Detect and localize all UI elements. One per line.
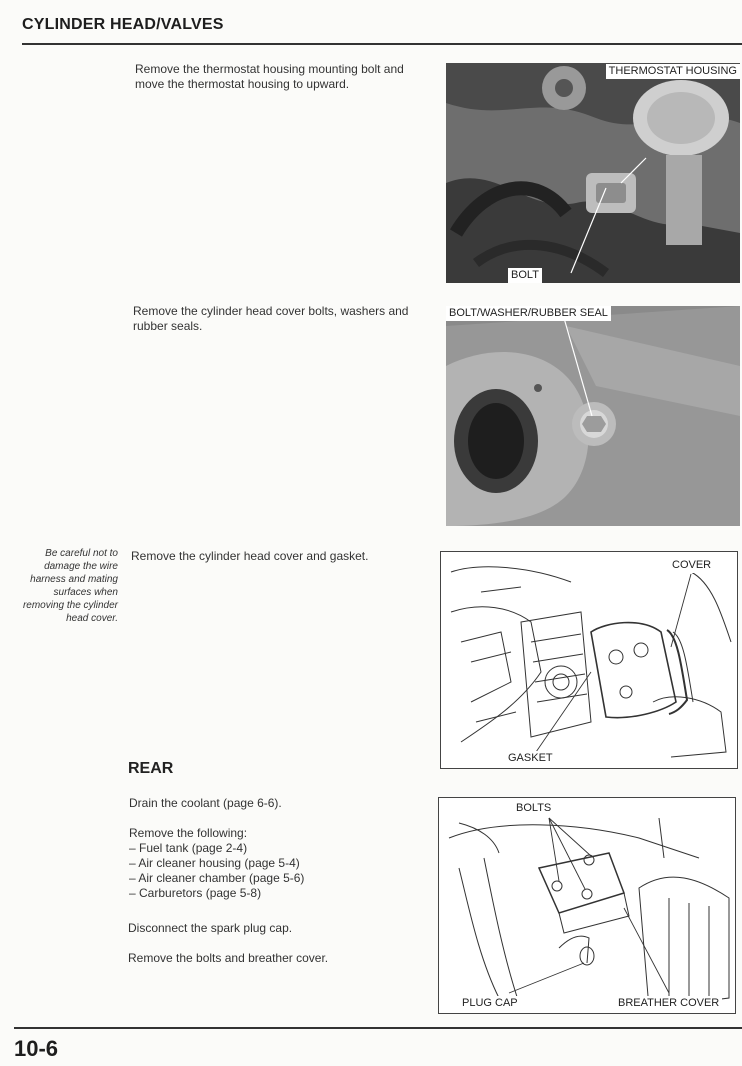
figure-breather-cover-drawing xyxy=(438,797,736,1014)
figure-cover-gasket-drawing xyxy=(440,551,738,769)
callout-gasket: GASKET xyxy=(505,751,556,766)
callout-thermostat-housing: THERMOSTAT HOUSING xyxy=(606,64,740,79)
page-section-title: CYLINDER HEAD/VALVES xyxy=(22,16,224,33)
rear-heading: REAR xyxy=(128,760,174,777)
step-head-cover-bolts-text: Remove the cylinder head cover bolts, washers and rubber seals. xyxy=(133,304,409,333)
callout-plug-cap: PLUG CAP xyxy=(459,996,521,1011)
caution-note: Be careful not to damage the wire harness and mating surfaces when removing the cylinder head cover. xyxy=(22,548,118,624)
rear-remove-breather-text: Remove the bolts and breather cover. xyxy=(128,951,329,965)
remove-following-label: Remove the following: xyxy=(129,826,248,840)
step-head-cover-text: Remove the cylinder head cover and gasket. xyxy=(131,549,369,563)
page-number: 10-6 xyxy=(14,1036,59,1061)
callout-cover: COVER xyxy=(669,558,714,573)
footer-rule xyxy=(14,1027,742,1029)
step-thermostat-text: Remove the thermostat housing mounting bolt and move the thermostat housing to upward. xyxy=(135,62,404,91)
list-item: – Fuel tank (page 2-4) xyxy=(129,841,248,855)
callout-bolts: BOLTS xyxy=(513,801,554,816)
callout-bolt: BOLT xyxy=(508,268,542,283)
rear-remove-list xyxy=(129,826,429,901)
list-item: – Air cleaner housing (page 5-4) xyxy=(129,856,300,870)
callout-bolt-washer-seal: BOLT/WASHER/RUBBER SEAL xyxy=(446,306,611,321)
figure-thermostat-photo xyxy=(446,63,740,283)
figure-head-cover-photo xyxy=(446,306,740,526)
list-item: – Air cleaner chamber (page 5-6) xyxy=(129,871,305,885)
header-rule xyxy=(22,43,742,45)
list-item: – Carburetors (page 5-8) xyxy=(129,886,262,900)
rear-disconnect-text: Disconnect the spark plug cap. xyxy=(128,921,293,935)
callout-breather-cover: BREATHER COVER xyxy=(615,996,722,1011)
rear-drain-text: Drain the coolant (page 6-6). xyxy=(129,796,282,810)
